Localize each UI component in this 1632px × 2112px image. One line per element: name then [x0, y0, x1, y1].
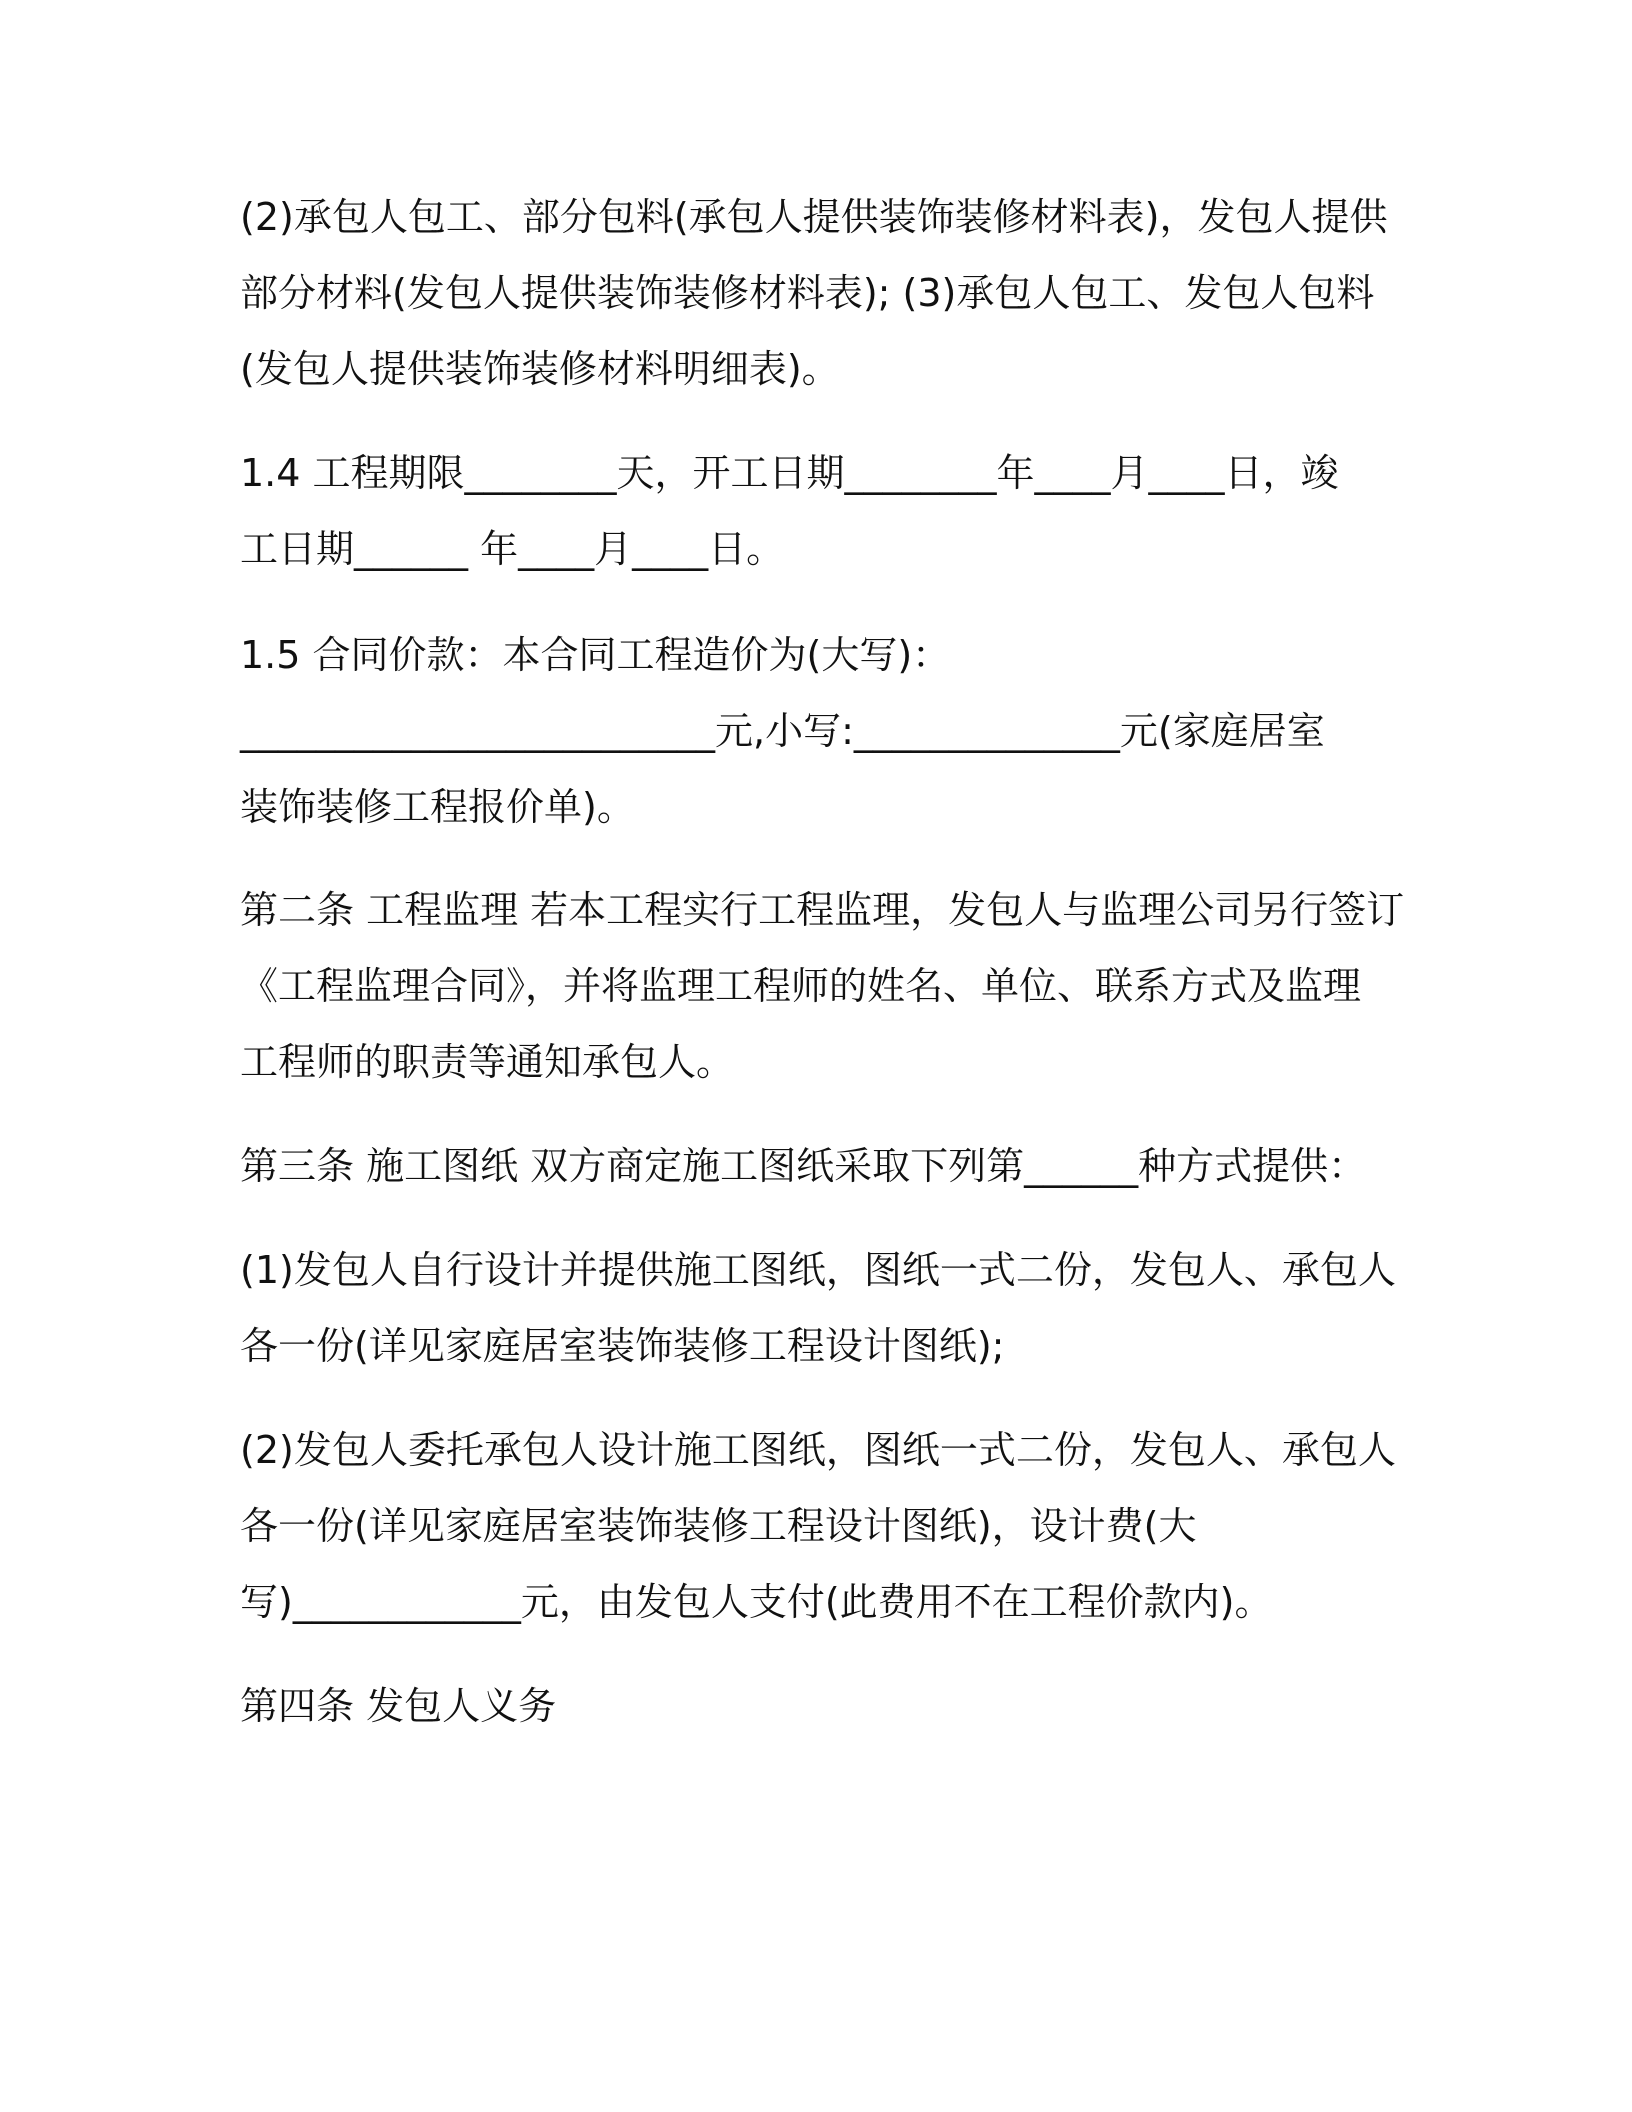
paragraph-material-options — [240, 179, 1388, 407]
text-line: 《工程监理合同》，并将监理工程师的姓名、单位、联系方式及监理 — [240, 964, 1362, 1008]
paragraph-drawing-option-1 — [240, 1232, 1396, 1384]
section-heading: 第四条 发包人义务 — [240, 1684, 557, 1728]
paragraph-article-3 — [240, 1128, 1376, 1204]
text-line: 工日期______ 年____月____日。 — [240, 527, 785, 571]
text-line: 写)____________元，由发包人支付(此费用不在工程价款内)。 — [240, 1580, 1273, 1624]
text-line: (发包人提供装饰装修材料明细表)。 — [240, 347, 840, 391]
text-line: 各一份(详见家庭居室装饰装修工程设计图纸); — [240, 1324, 1005, 1368]
text-line: 部分材料(发包人提供装饰装修材料表); (3)承包人包工、发包人包料 — [240, 271, 1375, 315]
paragraph-drawing-option-2 — [240, 1412, 1396, 1640]
text-line: 1.4 工程期限________天，开工日期________年____月____日，竣 — [240, 451, 1339, 495]
text-line: 各一份(详见家庭居室装饰装修工程设计图纸)，设计费(大 — [240, 1504, 1197, 1548]
paragraph-clause-1-5 — [240, 617, 1376, 845]
paragraph-article-2 — [240, 872, 1405, 1100]
text-line: 工程师的职责等通知承包人。 — [240, 1040, 735, 1084]
paragraph-article-4 — [240, 1668, 1376, 1744]
text-line: (1)发包人自行设计并提供施工图纸，图纸一式二份，发包人、承包人 — [240, 1248, 1396, 1292]
text-line: 1.5 合同价款：本合同工程造价为(大写)： — [240, 633, 951, 677]
text-line: 第三条 施工图纸 双方商定施工图纸采取下列第______种方式提供： — [240, 1144, 1367, 1188]
paragraph-clause-1-4 — [240, 435, 1376, 587]
text-line: 装饰装修工程报价单)。 — [240, 785, 635, 829]
text-line: (2)承包人包工、部分包料(承包人提供装饰装修材料表)，发包人提供 — [240, 195, 1388, 239]
text-line: _________________________元,小写:______________元(家庭居室 — [240, 709, 1325, 753]
text-line: 第二条 工程监理 若本工程实行工程监理，发包人与监理公司另行签订 — [240, 888, 1405, 932]
text-line: (2)发包人委托承包人设计施工图纸，图纸一式二份，发包人、承包人 — [240, 1428, 1396, 1472]
